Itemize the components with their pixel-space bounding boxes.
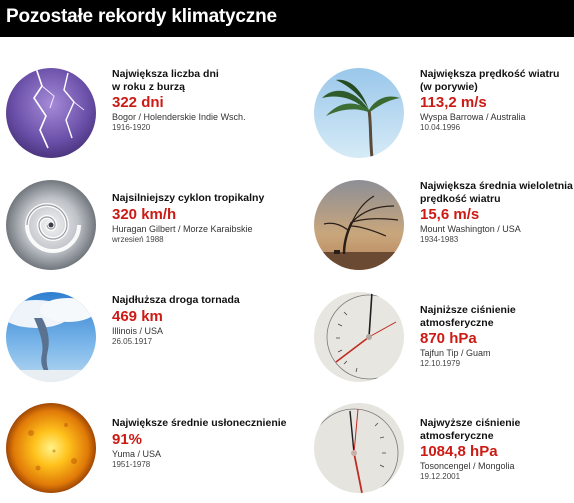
record-avg-sunshine xyxy=(6,403,291,503)
record-label: Największa liczba dni w roku z burzą xyxy=(112,68,219,93)
record-label: Najdłuższa droga tornada xyxy=(112,294,240,306)
record-label: Największa średnia wieloletnia prędkość wiatru xyxy=(420,180,573,205)
record-date: 12.10.1979 xyxy=(420,359,461,368)
record-place: Tajfun Tip / Guam xyxy=(420,348,491,358)
record-date: 26.05.1917 xyxy=(112,336,153,346)
record-max-wind-gust xyxy=(314,68,574,168)
record-strongest-cyclone xyxy=(6,180,291,280)
record-place: Mount Washington / USA xyxy=(420,224,521,234)
palm-wind-photo xyxy=(314,68,404,158)
cyclone-photo xyxy=(6,180,96,270)
record-thunderstorm-days xyxy=(6,68,291,168)
record-value: 1084,8 hPa xyxy=(420,443,498,460)
record-place: Illinois / USA xyxy=(112,325,164,336)
record-label: Najniższe ciśnienie atmosferyczne xyxy=(420,304,516,329)
record-value: 15,6 m/s xyxy=(420,206,480,223)
record-date: wrzesień 1988 xyxy=(112,234,164,244)
record-label: Najsilniejszy cyklon tropikalny xyxy=(112,192,265,204)
record-value: 113,2 m/s xyxy=(420,94,487,111)
record-value: 870 hPa xyxy=(420,330,477,347)
record-place: Wyspa Barrowa / Australia xyxy=(420,112,526,122)
record-highest-pressure xyxy=(314,403,574,503)
record-value: 320 km/h xyxy=(112,205,177,223)
tornado-photo xyxy=(6,292,96,382)
windswept-tree-photo xyxy=(314,180,404,270)
record-date: 1934-1983 xyxy=(420,235,459,244)
page-title: Pozostałe rekordy klimatyczne xyxy=(6,6,277,27)
sun-photo xyxy=(6,403,96,493)
record-avg-wind-speed xyxy=(314,180,574,280)
record-place: Bogor / Holenderskie Indie Wsch. xyxy=(112,112,246,122)
record-date: 1916-1920 xyxy=(112,123,151,132)
record-label: Największe średnie usłonecznienie xyxy=(112,417,287,429)
page-header xyxy=(0,0,574,37)
record-lowest-pressure xyxy=(314,292,574,392)
record-place: Tosoncengel / Mongolia xyxy=(420,461,515,471)
record-label: Najwyższe ciśnienie atmosferyczne xyxy=(420,417,521,442)
record-longest-tornado xyxy=(6,292,291,392)
record-value: 91% xyxy=(112,430,143,448)
barometer-photo xyxy=(314,403,404,493)
record-label: Największa prędkość wiatru (w porywie) xyxy=(420,68,560,93)
record-value: 469 km xyxy=(112,307,163,325)
record-date: 1951-1978 xyxy=(112,459,151,469)
record-date: 19.12.2001 xyxy=(420,472,461,481)
barometer-photo xyxy=(314,292,404,382)
record-place: Huragan Gilbert / Morze Karaibskie xyxy=(112,223,253,234)
lightning-photo xyxy=(6,68,96,158)
record-value: 322 dni xyxy=(112,94,164,111)
record-date: 10.04.1996 xyxy=(420,123,461,132)
record-place: Yuma / USA xyxy=(112,448,162,459)
